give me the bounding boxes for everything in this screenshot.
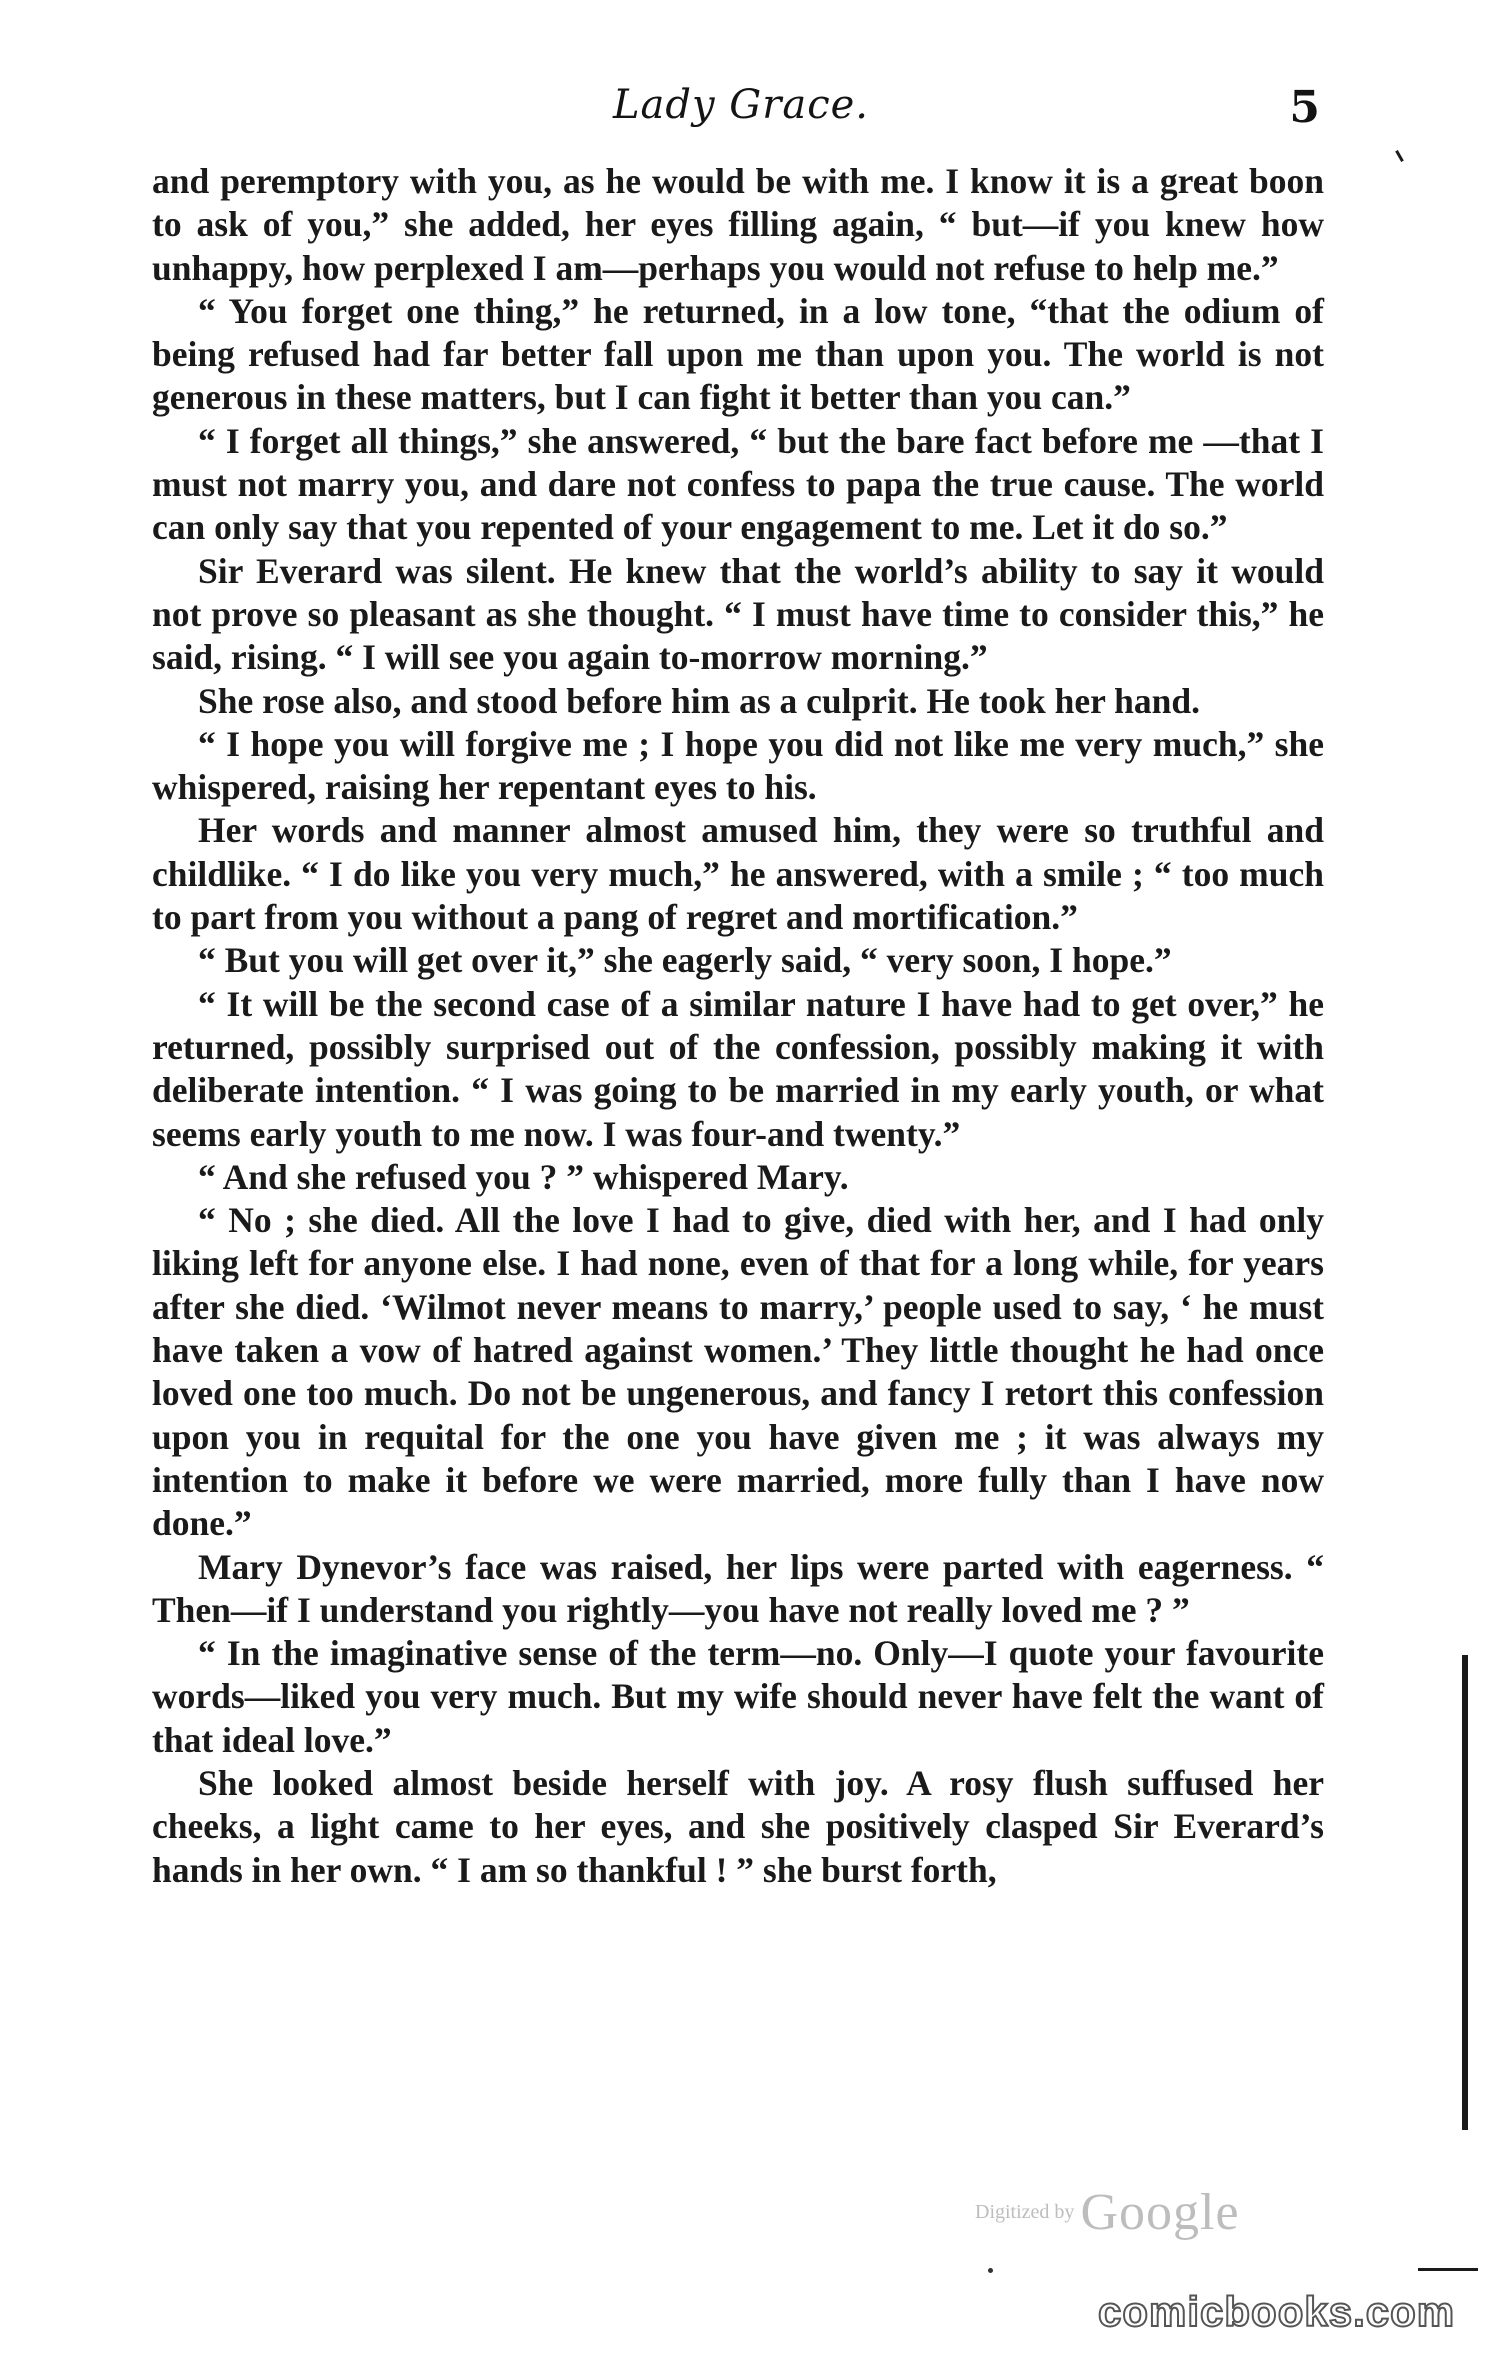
digitized-prefix: Digitized by — [975, 2201, 1075, 2223]
ink-dot — [988, 2268, 993, 2273]
paragraph: She rose also, and stood before him as a culprit. He took her hand. — [198, 680, 1200, 721]
paragraph: She looked almost beside herself with joy. A rosy flush suffused her cheeks, a light came to her eyes, and she positively clasped Sir Everard’s hands in her own. “ I am so thankful ! ” she burst forth, — [152, 1762, 1324, 1890]
paragraph: Her words and manner almost amused him, they were so truthful and childlike. “ I do like you very much,” he answered, with a smile ; “ too much to part from you without a pang of regret and mortification.” — [152, 810, 1324, 938]
running-head — [152, 82, 1330, 142]
paragraph: “ It will be the second case of a similar nature I have had to get over,” he returned, possibly surprised out of the confession, possibly making it with deliberate intention. “ I was going to be married in my early youth, or what seems early youth to me now. I was four-and twenty.” — [152, 983, 1324, 1154]
google-logo: Google — [1080, 2184, 1240, 2241]
paragraph: “ I forget all things,” she answered, “ but the bare fact before me —that I must not marry you, and dare not confess to papa the true cause. The world can only say that you repented of your engagement to me. Let it do so.” — [152, 420, 1324, 548]
running-title: Lady Grace. — [612, 82, 870, 128]
paragraph: Sir Everard was silent. He knew that the world’s ability to say it would not prove so pleasant as she thought. “ I must have time to consider this,” he said, rising. “ I will see you again to-morrow morning.” — [152, 550, 1324, 678]
paragraph: “ You forget one thing,” he returned, in a low tone, “that the odium of being refused had far better fall upon me than upon you. The world is not generous in these matters, but I can fight it better than you can.” — [152, 290, 1324, 418]
digitized-by-google-stamp — [975, 2183, 1240, 2242]
scan-mark-top — [1395, 150, 1404, 162]
paragraph: “ I hope you will forgive me ; I hope you did not like me very much,” she whispered, raising her repentant eyes to his. — [152, 723, 1324, 808]
site-watermark: comicbooks.com — [1098, 2288, 1456, 2335]
paragraph: “ And she refused you ? ” whispered Mary. — [198, 1156, 849, 1197]
paragraph: “ No ; she died. All the love I had to give, died with her, and I had only liking left for anyone else. I had none, even of that for a long while, for years after she died. ‘Wilmot never means to marry,’ people used to say, ‘ he must have taken a vow of hatred against women.’ They little thought he had once loved one too much. Do not be ungenerous, and fancy I retort this confession upon you in requital for the one you have given me ; it was always my intention to make it before we were married, more fully than I have now done.” — [152, 1200, 1324, 1544]
paragraph: “ In the imaginative sense of the term—no. Only—I quote your favourite words—liked you very much. But my wife should never have felt the want of that ideal love.” — [152, 1633, 1324, 1760]
paragraph: and peremptory with you, as he would be with me. I know it is a great boon to ask of you,” she added, her eyes filling again, “ but—if you knew how unhappy, how perplexed I am—perhaps you would not refuse to help me.” — [152, 161, 1324, 288]
paragraph: “ But you will get over it,” she eagerly said, “ very soon, I hope.” — [198, 940, 1172, 981]
paragraph: Mary Dynevor’s face was raised, her lips were parted with eagerness. “ Then—if I understand you rightly—you have not really loved me ? ” — [152, 1546, 1324, 1630]
scan-edge-right — [1462, 1655, 1468, 2130]
scan-mark-rule — [1418, 2268, 1478, 2271]
body-text — [152, 160, 1324, 1892]
page-number: 5 — [1289, 82, 1320, 133]
